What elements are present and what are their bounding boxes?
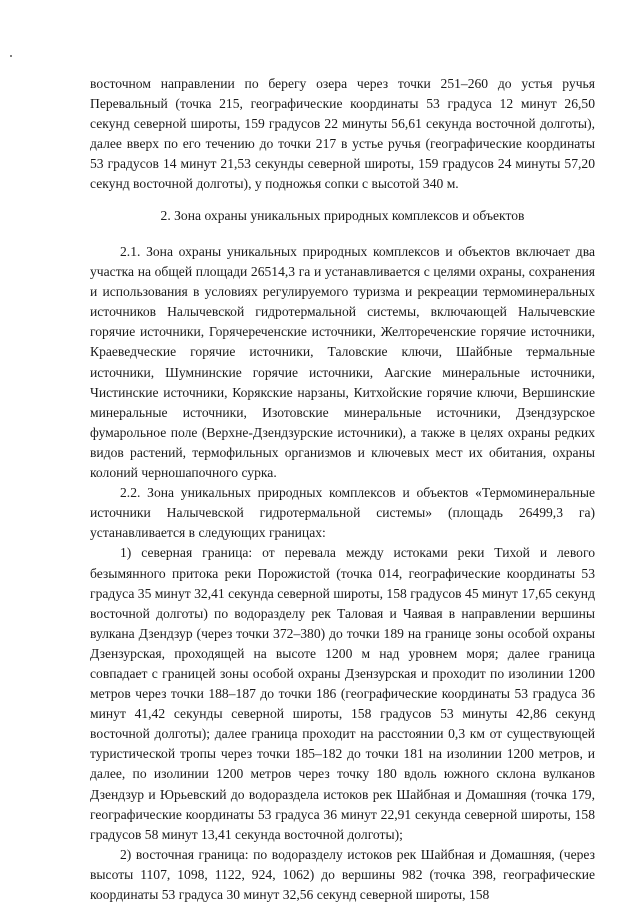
paragraph-boundary-north: 1) северная граница: от перевала между истоками реки Тихой и левого безымянного притока реки Порожистой (точка 014, географические координаты 53 градуса 35 минут 32,41 секунда северной широты, 158 градусов 45 минут 17,65 секунд восточной долготы) по водоразделу рек Таловая и Чаявая в направлении вершины вулкана Дзендзур (через точки 372–380) до точки 189 на границе зоны особой охраны Дзензурская, проходящей на высоте 1200 м над уровнем моря; далее граница совпадает с границей зоны особой охраны Дзензурская и проходит по изолинии 1200 метров через точки 188–187 до точки 186 (географические координаты 53 градуса 36 минут 41,42 секунды северной широты, 158 градусов 53 минуты 42,86 секунд восточной долготы); далее граница проходит на расстоянии 0,3 км от существующей туристической тропы через точки 185–182 до точки 181 на изолинии 1200 метров, и далее, по изолинии 1200 метров через точку 180 вдоль южного склона вулканов Дзендзур и Юрьевский до водораздела истоков рек Шайбная и Домашняя (точка 179, географические координаты 53 градуса 36 минут 22,91 секунда северной широты, 158 градусов 58 минут 13,41 секунда восточной долготы); <box>90 545 595 842</box>
section-heading: 2. Зона охраны уникальных природных комплексов и объектов <box>160 208 525 223</box>
scan-speck <box>10 55 12 57</box>
paragraph-boundary-east: 2) восточная граница: по водоразделу истоков рек Шайбная и Домашняя, (через высоты 1107, 1098, 1122, 924, 1062) до вершины 982 (точка 398, географические координаты 53 градуса 30 минут 32,56 секунд северной широты, 158 <box>90 846 595 902</box>
section-body <box>90 242 595 905</box>
intro-block <box>90 74 595 195</box>
paragraph-2-2: 2.2. Зона уникальных природных комплексов и объектов «Термоминеральные источники Налычевской гидротермальной системы» (площадь 26499,3 га) устанавливается в следующих границах: <box>90 485 595 541</box>
paragraph-2-1: 2.1. Зона охраны уникальных природных комплексов и объектов включает два участка на общей площади 26514,3 га и устанавливается с целями охраны, сохранения и использования в условиях регулируемого туризма и рекреации термоминеральных источников Налычевской гидротермальной системы, включающей Налычевские горячие источники, Горячереченские источники, Желтореченские горячие источники, Краеведческие горячие источники, Таловские ключи, Шайбные термальные источники, Шумнинские горячие источники, Аагские минеральные источники, Чистинские источники, Корякские нарзаны, Китхойские горячие ключи, Вершинские минеральные источники, Изотовские минеральные источники, Дзендзурское фумарольное поле (Верхне-Дзендзурские источники), а также в целях охраны редких видов растений, термофильных организмов и ключевых мест их обитания, охраны колоний черношапочного сурка. <box>90 244 595 481</box>
intro-paragraph: восточном направлении по берегу озера через точки 251–260 до устья ручья Перевальный (точка 215, географические координаты 53 градуса 12 минут 26,50 секунд северной широты, 159 градусов 22 минуты 56,61 секунда восточной долготы), далее вверх по его течению до точки 217 в устье ручья (географические координаты 53 градусов 14 минут 21,53 секунды северной широты, 159 градусов 24 минуты 57,20 секунд восточной долготы), у подножья сопки с высотой 340 м. <box>90 76 595 192</box>
